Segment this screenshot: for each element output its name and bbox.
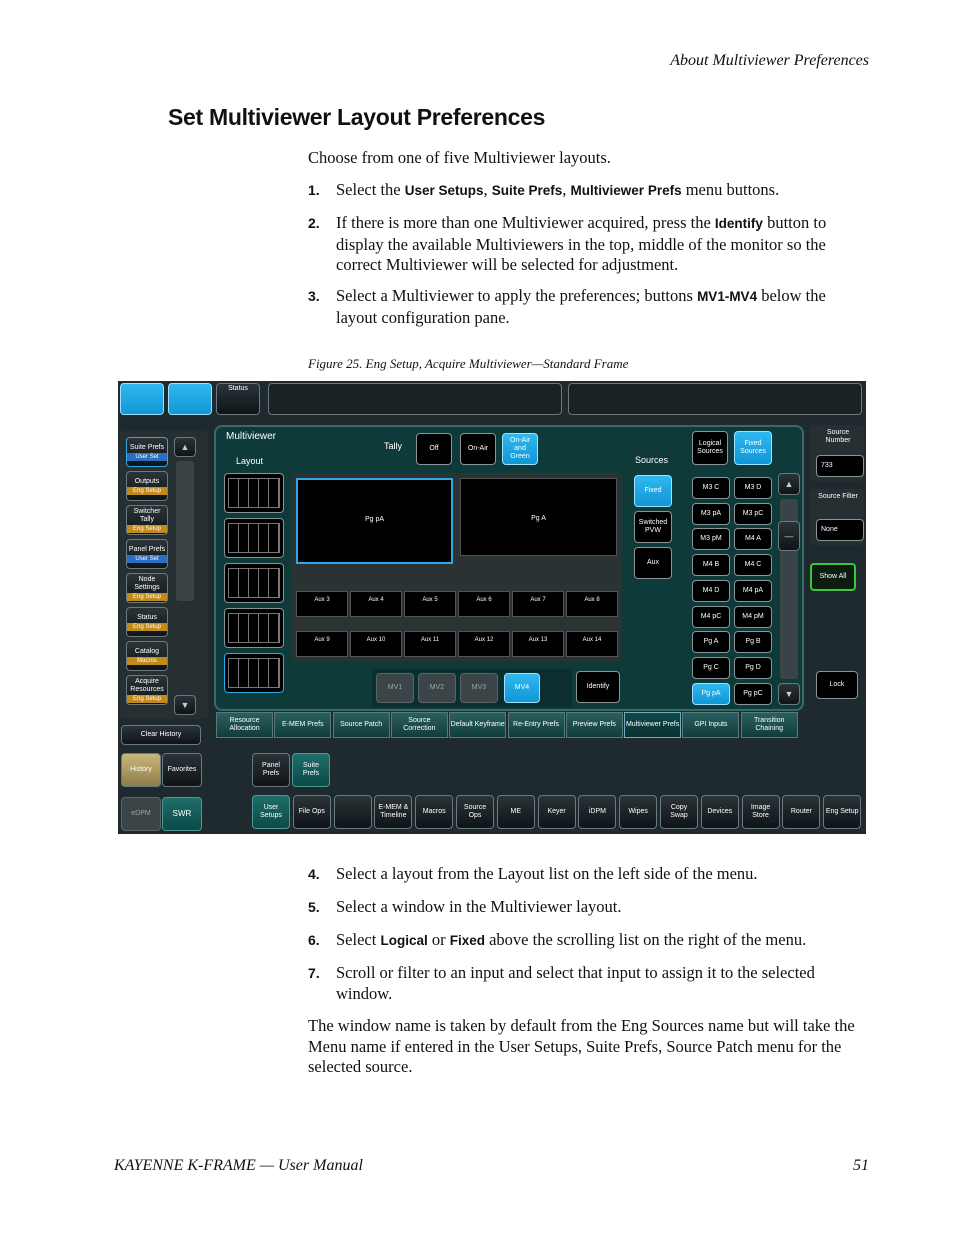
mv3-button[interactable]: MV3 — [460, 673, 498, 703]
source-item[interactable]: Pg pC — [734, 683, 772, 705]
bottom-menu-button[interactable]: Macros — [415, 795, 453, 829]
history-item[interactable]: Switcher Tally Eng Setup — [126, 505, 168, 535]
source-item[interactable]: M4 D — [692, 580, 730, 602]
submenu-tab[interactable]: E-MEM Prefs — [274, 712, 331, 738]
bottom-menu-button[interactable]: iDPM — [578, 795, 616, 829]
mv-aux-window[interactable]: Aux 5 — [404, 591, 456, 617]
submenu-tab[interactable]: Transition Chaining — [741, 712, 798, 738]
layout-thumbnail[interactable] — [224, 473, 284, 513]
panel-title: Multiviewer — [226, 431, 277, 442]
mv-window-main-1[interactable]: Pg pA — [296, 478, 453, 564]
bottom-menu-button[interactable]: Copy Swap — [660, 795, 698, 829]
running-header: About Multiviewer Preferences — [670, 52, 869, 69]
mv-aux-window[interactable]: Aux 9 — [296, 631, 348, 657]
submenu-tab[interactable]: Re-Entry Prefs — [508, 712, 565, 738]
bottom-menu-button[interactable]: Image Store — [742, 795, 780, 829]
history-item[interactable]: Acquire Resources Eng Setup — [126, 675, 168, 705]
mv-aux-window[interactable]: Aux 10 — [350, 631, 402, 657]
footer-title: KAYENNE K-FRAME — User Manual — [114, 1157, 363, 1174]
mv-window-main-2[interactable]: Pg A — [460, 478, 617, 556]
top-field-1 — [268, 383, 562, 415]
mv-aux-window[interactable]: Aux 11 — [404, 631, 456, 657]
source-item[interactable]: M4 A — [734, 528, 772, 550]
history-scrollbar[interactable] — [176, 461, 194, 601]
history-tab[interactable]: History — [121, 753, 161, 787]
source-number-label: Source Number — [825, 429, 851, 444]
source-item[interactable]: M3 pC — [734, 503, 772, 525]
layout-grid-icon — [228, 613, 280, 643]
bottom-menu-button[interactable]: Devices — [701, 795, 739, 829]
layout-label: Layout — [236, 456, 264, 466]
tally-on-air-button[interactable]: On-Air — [460, 433, 496, 465]
bottom-menu-button[interactable]: User Setups — [252, 795, 290, 829]
top-button-2[interactable] — [168, 383, 212, 415]
history-item[interactable]: Outputs Eng Setup — [126, 471, 168, 501]
source-scroll-thumb[interactable]: — — [778, 521, 800, 551]
source-item[interactable]: Pg D — [734, 657, 772, 679]
source-scroll-down[interactable]: ▼ — [778, 683, 800, 705]
submenu-tab[interactable]: GPI Inputs — [682, 712, 739, 738]
sources-label: Sources — [635, 455, 669, 465]
source-item[interactable]: M3 pM — [692, 528, 730, 550]
layout-thumbnail[interactable] — [224, 563, 284, 603]
top-button-1[interactable] — [120, 383, 164, 415]
history-item[interactable]: Node Settings Eng Setup — [126, 573, 168, 603]
mv-aux-window[interactable]: Aux 14 — [566, 631, 618, 657]
switched-pvw-button[interactable]: Switched PVW — [634, 511, 672, 543]
source-filter-field[interactable]: None — [816, 519, 864, 541]
history-scroll-up[interactable]: ▲ — [174, 437, 196, 457]
layout-grid-icon — [228, 568, 280, 598]
source-item[interactable]: M4 pM — [734, 606, 772, 628]
mv-aux-window[interactable]: Aux 12 — [458, 631, 510, 657]
clear-history-button[interactable]: Clear History — [121, 725, 201, 745]
history-item[interactable]: Catalog Macros — [126, 641, 168, 671]
swr-button[interactable]: SWR — [162, 797, 202, 831]
history-item[interactable]: Status Eng Setup — [126, 607, 168, 637]
fixed-sources-button[interactable]: Fixed Sources — [734, 431, 772, 465]
submenu-tab[interactable]: Resource Allocation — [216, 712, 273, 738]
mv-aux-window[interactable]: Aux 8 — [566, 591, 618, 617]
source-scroll-up[interactable]: ▲ — [778, 473, 800, 495]
layout-grid-icon — [228, 478, 280, 508]
source-item[interactable]: Pg C — [692, 657, 730, 679]
bottom-menu-button[interactable]: Eng Setup — [823, 795, 861, 829]
bottom-menu-button[interactable]: Source Ops — [456, 795, 494, 829]
tally-off-button[interactable]: Off — [416, 433, 452, 465]
source-item[interactable]: M4 pA — [734, 580, 772, 602]
submenu-tab[interactable]: Default Keyframe — [449, 712, 506, 738]
bottom-menu-button[interactable]: Router — [782, 795, 820, 829]
page-number: 51 — [853, 1157, 869, 1174]
multiviewer-menu-screenshot — [118, 381, 866, 834]
submenu-tab[interactable]: Preview Prefs — [566, 712, 623, 738]
source-filter-label: Source Filter — [818, 493, 858, 500]
source-number-field[interactable]: 733 — [816, 455, 864, 477]
suite-prefs-tab[interactable]: Suite Prefs — [292, 753, 330, 787]
lock-button[interactable]: Lock — [816, 671, 858, 699]
history-scroll-down[interactable]: ▼ — [174, 695, 196, 715]
tally-label: Tally — [384, 441, 403, 451]
source-item[interactable]: M4 B — [692, 554, 730, 576]
mv-aux-window[interactable]: Aux 6 — [458, 591, 510, 617]
source-item[interactable]: M3 pA — [692, 503, 730, 525]
tally-on-air-green-button[interactable]: On-Air and Green — [502, 433, 538, 465]
source-item[interactable]: Pg B — [734, 631, 772, 653]
source-item[interactable]: M4 C — [734, 554, 772, 576]
mv-aux-window[interactable]: Aux 4 — [350, 591, 402, 617]
mv-aux-window[interactable]: Aux 3 — [296, 591, 348, 617]
submenu-tab[interactable]: Source Correction — [391, 712, 448, 738]
layout-thumbnail[interactable] — [224, 653, 284, 693]
logical-sources-button[interactable]: Logical Sources — [692, 431, 728, 465]
source-item[interactable]: M3 C — [692, 477, 730, 499]
closing-paragraph: The window name is taken by default from the Eng Sources name but will take the Menu name if entered in the User Setups, Suite Prefs, Source Patch menu for the selected source. — [308, 1016, 855, 1076]
mv1-button[interactable]: MV1 — [376, 673, 414, 703]
bottom-menu-button[interactable]: Keyer — [538, 795, 576, 829]
layout-thumbnail[interactable] — [224, 608, 284, 648]
layout-grid-icon — [228, 523, 280, 553]
history-item[interactable]: Suite Prefs User Set — [126, 437, 168, 467]
intro-paragraph: Choose from one of five Multiviewer layouts. — [308, 148, 611, 167]
bottom-menu-button[interactable] — [334, 795, 372, 829]
mv-aux-window[interactable]: Aux 7 — [512, 591, 564, 617]
bottom-menu-button[interactable]: ME — [497, 795, 535, 829]
bottom-menu-button[interactable]: Wipes — [619, 795, 657, 829]
favorites-tab[interactable]: Favorites — [162, 753, 202, 787]
history-item[interactable]: Panel Prefs User Set — [126, 539, 168, 569]
source-item[interactable]: Pg pA — [692, 683, 730, 705]
bottom-menu-button[interactable]: E-MEM & Timeline — [374, 795, 412, 829]
bottom-menu-button[interactable]: File Ops — [293, 795, 331, 829]
mv2-button[interactable]: MV2 — [418, 673, 456, 703]
source-item[interactable]: M4 pC — [692, 606, 730, 628]
fixed-mode-button[interactable]: Fixed — [634, 475, 672, 507]
show-all-button[interactable]: Show All — [810, 563, 856, 591]
top-field-2 — [568, 383, 862, 415]
identify-button[interactable]: Identify — [576, 671, 620, 703]
edpm-button[interactable]: eDPM — [121, 797, 161, 831]
submenu-tab[interactable]: Source Patch — [333, 712, 390, 738]
submenu-tab[interactable]: Multiviewer Prefs — [624, 712, 681, 738]
figure-caption: Figure 25. Eng Setup, Acquire Multiviewer—Standard Frame — [308, 356, 629, 371]
mv4-button[interactable]: MV4 — [504, 673, 540, 703]
section-title: Set Multiviewer Layout Preferences — [168, 104, 546, 130]
layout-thumbnail[interactable] — [224, 518, 284, 558]
aux-mode-button[interactable]: Aux — [634, 547, 672, 579]
source-item[interactable]: M3 D — [734, 477, 772, 499]
panel-prefs-tab[interactable]: Panel Prefs — [252, 753, 290, 787]
source-item[interactable]: Pg A — [692, 631, 730, 653]
status-button[interactable]: Status — [216, 383, 260, 415]
mv-aux-window[interactable]: Aux 13 — [512, 631, 564, 657]
layout-grid-icon — [228, 658, 280, 688]
